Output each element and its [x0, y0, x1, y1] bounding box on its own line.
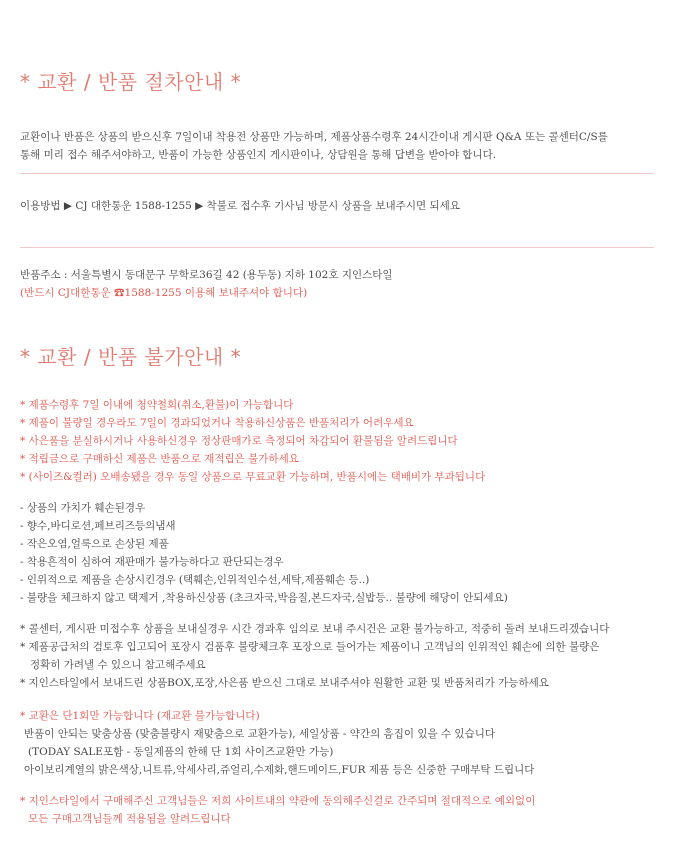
divider: [20, 247, 654, 248]
star-note: * 제품공급처의 검토후 입고되어 포장시 검품후 불량체크후 포장으로 들어가는 제품이니 고객님의 인위적인 훼손에 의한 불량은: [20, 641, 600, 653]
exchange-once-block: [20, 707, 678, 779]
intro-line: 교환이나 반품은 상품의 받으신후 7일이내 착용전 상품만 가능하며, 제품상품수령후 24시간이내 게시판 Q&A 또는 콜센터C/S를: [20, 131, 608, 143]
damage-cases-list: [20, 499, 678, 607]
final-note-line: 모든 구매고객님들께 적용됨을 알려드립니다: [28, 813, 231, 825]
exchange-line: (TODAY SALE포함 - 동일제품의 한해 단 1회 사이즈교환만 가능): [28, 746, 334, 758]
exchange-return-unavailable-title: * 교환 / 반품 불가안내 *: [20, 345, 242, 369]
list-item: - 작은오염,얼룩으로 손상된 제품: [20, 538, 169, 550]
list-item: - 인위적으로 제품을 손상시킨경우 (택훼손,인위적인수선,세탁,제품훼손 등..): [20, 574, 370, 586]
star-note: * 지인스타일에서 보내드린 상품BOX,포장,사은품 받으신 그대로 보내주셔야 원활한 교환 및 반품처리가 가능하세요: [20, 677, 549, 689]
exchange-once-title: * 교환은 단1회만 가능합니다 (재교환 불가능합니다): [20, 710, 260, 722]
list-item: - 불량을 체크하지 않고 택제거 ,착용하신상품 (초크자국,박음질,본드자국,실밥등.. 불량에 해당이 안되세요): [20, 592, 508, 604]
star-note: * 콜센터, 게시판 미접수후 상품을 보내실경우 시간 경과후 임의로 보내 주시건은 교환 불가능하고, 적중히 돌려 보내드리겠습니다: [20, 623, 610, 635]
star-note: 정확히 가려낼 수 있으니 참고해주세요: [30, 659, 206, 671]
usage-method: [20, 197, 678, 215]
red-note: * 제품이 불량일 경우라도 7일이 경과되었거나 착용하신상품은 반품처리가 어려우세요: [20, 417, 414, 429]
return-address-note: (반드시 CJ대한통운 ☎1588-1255 이용해 보내주셔야 합니다): [20, 287, 308, 299]
final-note: [20, 792, 678, 828]
list-item: - 착용흔적이 심하여 재판매가 불가능하다고 판단되는경우: [20, 556, 284, 568]
exchange-line: 반품이 안되는 맞춤상품 (맞춤불량시 재맞춤으로 교환가능), 세일상품 - 약간의 흠집이 있을 수 있습니다: [24, 728, 495, 740]
return-address: 반품주소 : 서울특별시 동대문구 무학로36길 42 (용두동) 지하 102호 지인스타일: [20, 269, 393, 281]
star-notes: [20, 620, 678, 692]
list-item: - 향수,바디로션,페브리즈등의냄새: [20, 520, 176, 532]
red-note: * 제품수령후 7일 이내에 청약철회(취소,환불)이 가능합니다: [20, 399, 294, 411]
procedure-intro: [20, 128, 678, 164]
final-note-line: * 지인스타일에서 구매해주신 고객님들은 저희 사이트내의 약관에 동의해주신걸로 간주되며 절대적으로 예외없이: [20, 795, 536, 807]
red-notes: [20, 396, 678, 486]
list-item: - 상품의 가치가 훼손된경우: [20, 502, 146, 514]
usage-method-text: 이용방법 ▶ CJ 대한통운 1588-1255 ▶ 착불로 접수후 기사님 방문시 상품을 보내주시면 되세요: [20, 200, 460, 212]
red-note: * 적립금으로 구매하신 제품은 반품으로 재적립은 불가하세요: [20, 453, 299, 465]
divider: [20, 173, 654, 174]
red-note: * 사은품을 분실하시거나 사용하신경우 정상판매가로 측정되어 차감되어 환불됨을 알려드립니다: [20, 435, 458, 447]
exchange-return-procedure-title: * 교환 / 반품 절차안내 *: [20, 70, 242, 94]
red-note: * (사이즈&컬러) 오배송됐을 경우 동일 상품으로 무료교환 가능하며, 반품시에는 택배비가 부과됩니다: [20, 471, 486, 483]
intro-line: 통해 미리 접수 해주셔야하고, 반품이 가능한 상품인지 게시판이나, 상담원을 통해 답변을 받아야 합니다.: [20, 149, 497, 161]
return-address-block: [20, 266, 678, 302]
exchange-line: 아이보리계열의 밝은색상,니트류,악세사리,쥬얼리,수제화,핸드메이드,FUR 제품 등은 신중한 구매부탁 드립니다: [24, 764, 535, 776]
